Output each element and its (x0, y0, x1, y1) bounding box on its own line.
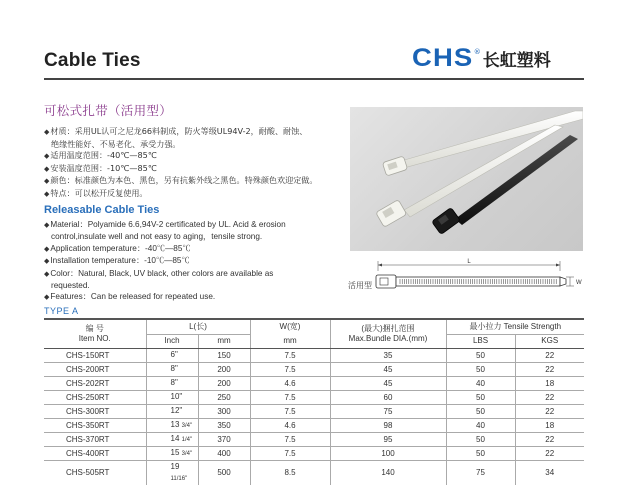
table-row: CHS-350RT 13 3/4" 350 4.6 98 40 18 (44, 418, 584, 432)
brand-logo-latin: CHS (412, 44, 474, 72)
product-title-en: Releasable Cable Ties (44, 204, 160, 216)
diamond-bullet-icon: ◆ (44, 258, 50, 266)
column-header-inch: Inch (146, 334, 198, 348)
diamond-bullet-icon: ◆ (44, 294, 50, 302)
column-header-kgs: KGS (515, 334, 584, 348)
column-header-length: L(长) (146, 319, 250, 334)
table-row: CHS-200RT 8" 200 7.5 45 50 22 (44, 362, 584, 376)
spec-item: ◆颜色：标准颜色为本色、黑色，另有抗紫外线之黑色。特殊颜色欢迎定做。 (44, 175, 318, 186)
diamond-bullet-icon: ◆ (44, 177, 50, 186)
length-label: L (467, 259, 471, 265)
table-row: CHS-400RT 15 3/4" 400 7.5 100 50 22 (44, 446, 584, 460)
diagram-caption: 活用型 (348, 281, 372, 290)
column-header-mm: mm (198, 334, 250, 348)
diamond-bullet-icon: ◆ (44, 245, 50, 253)
column-header-lbs: LBS (446, 334, 515, 348)
product-photo (350, 107, 583, 251)
registered-mark: ® (473, 47, 481, 56)
column-header-tensile: 最小拉力 Tensile Strength (446, 319, 584, 334)
spec-item: ◆适用温度范围：-40℃—85℃ (44, 150, 157, 161)
page-title: Cable Ties (44, 50, 141, 71)
column-header-width-unit: mm (250, 334, 330, 348)
column-header-bundle: (最大)捆扎范围 Max.Bundle DIA.(mm) (330, 319, 446, 348)
cable-tie-dimension-drawing (372, 257, 584, 307)
diamond-bullet-icon: ◆ (44, 128, 50, 136)
header-divider (44, 78, 584, 80)
brand-logo-chinese: 长虹塑料 (482, 51, 551, 71)
table-type-label: TYPE A (44, 306, 79, 316)
diamond-bullet-icon: ◆ (44, 189, 50, 198)
product-title-cn: 可松式扎带（活用型） (44, 103, 173, 118)
spec-item-continued: control,insulate well and not easy to aging，tensile strong. (51, 232, 263, 242)
table-row: CHS-505RT 19 11/16" 500 8.5 140 75 34 (44, 460, 584, 485)
spec-item: ◆Features：Can be released for repeated use. (44, 292, 216, 302)
spec-item-continued: requested. (51, 281, 90, 291)
specification-table (44, 318, 584, 485)
spec-item: ◆安装温度范围：-10℃—85℃ (44, 162, 157, 173)
diamond-bullet-icon: ◆ (44, 164, 50, 173)
diamond-bullet-icon: ◆ (44, 270, 50, 278)
table-row: CHS-202RT 8" 200 4.6 45 40 18 (44, 376, 584, 390)
table-row: CHS-370RT 14 1/4" 370 7.5 95 50 22 (44, 432, 584, 446)
spec-list-en (44, 219, 344, 304)
brand-logo (412, 44, 551, 73)
diamond-bullet-icon: ◆ (44, 222, 50, 229)
spec-item: ◆Color：Natural, Black, UV black, other colors are available as (44, 268, 274, 278)
spec-item: ◆Installation temperature：-10℃—85℃ (44, 256, 190, 266)
diamond-bullet-icon: ◆ (44, 152, 50, 161)
spec-item: ◆Application temperature：-40℃—85℃ (44, 243, 191, 253)
column-header-width: W(宽) (250, 319, 330, 334)
spec-item-continued: 绝缘性能好、不易老化、承受力强。 (51, 138, 181, 149)
tie-strap-outline (396, 277, 560, 286)
spec-item: ◆材质：采用UL认可之尼龙66料制成，防火等级UL94V-2，耐酸、耐蚀、 (44, 126, 308, 136)
table-row: CHS-150RT 6" 150 7.5 35 50 22 (44, 348, 584, 362)
width-label: W (576, 280, 582, 286)
table-row: CHS-300RT 12" 300 7.5 75 50 22 (44, 404, 584, 418)
column-header-item: 编 号 Item NO. (44, 319, 146, 348)
spec-item: ◆特点：可以松开反复使用。 (44, 187, 148, 198)
spec-item: ◆Material：Polyamide 6.6,94V-2 certificated by UL. Acid & erosion (44, 220, 286, 229)
dimension-diagram (372, 257, 584, 307)
cable-ties-illustration (350, 107, 583, 251)
spec-list-cn (44, 126, 344, 201)
table-row: CHS-250RT 10" 250 7.5 60 50 22 (44, 390, 584, 404)
